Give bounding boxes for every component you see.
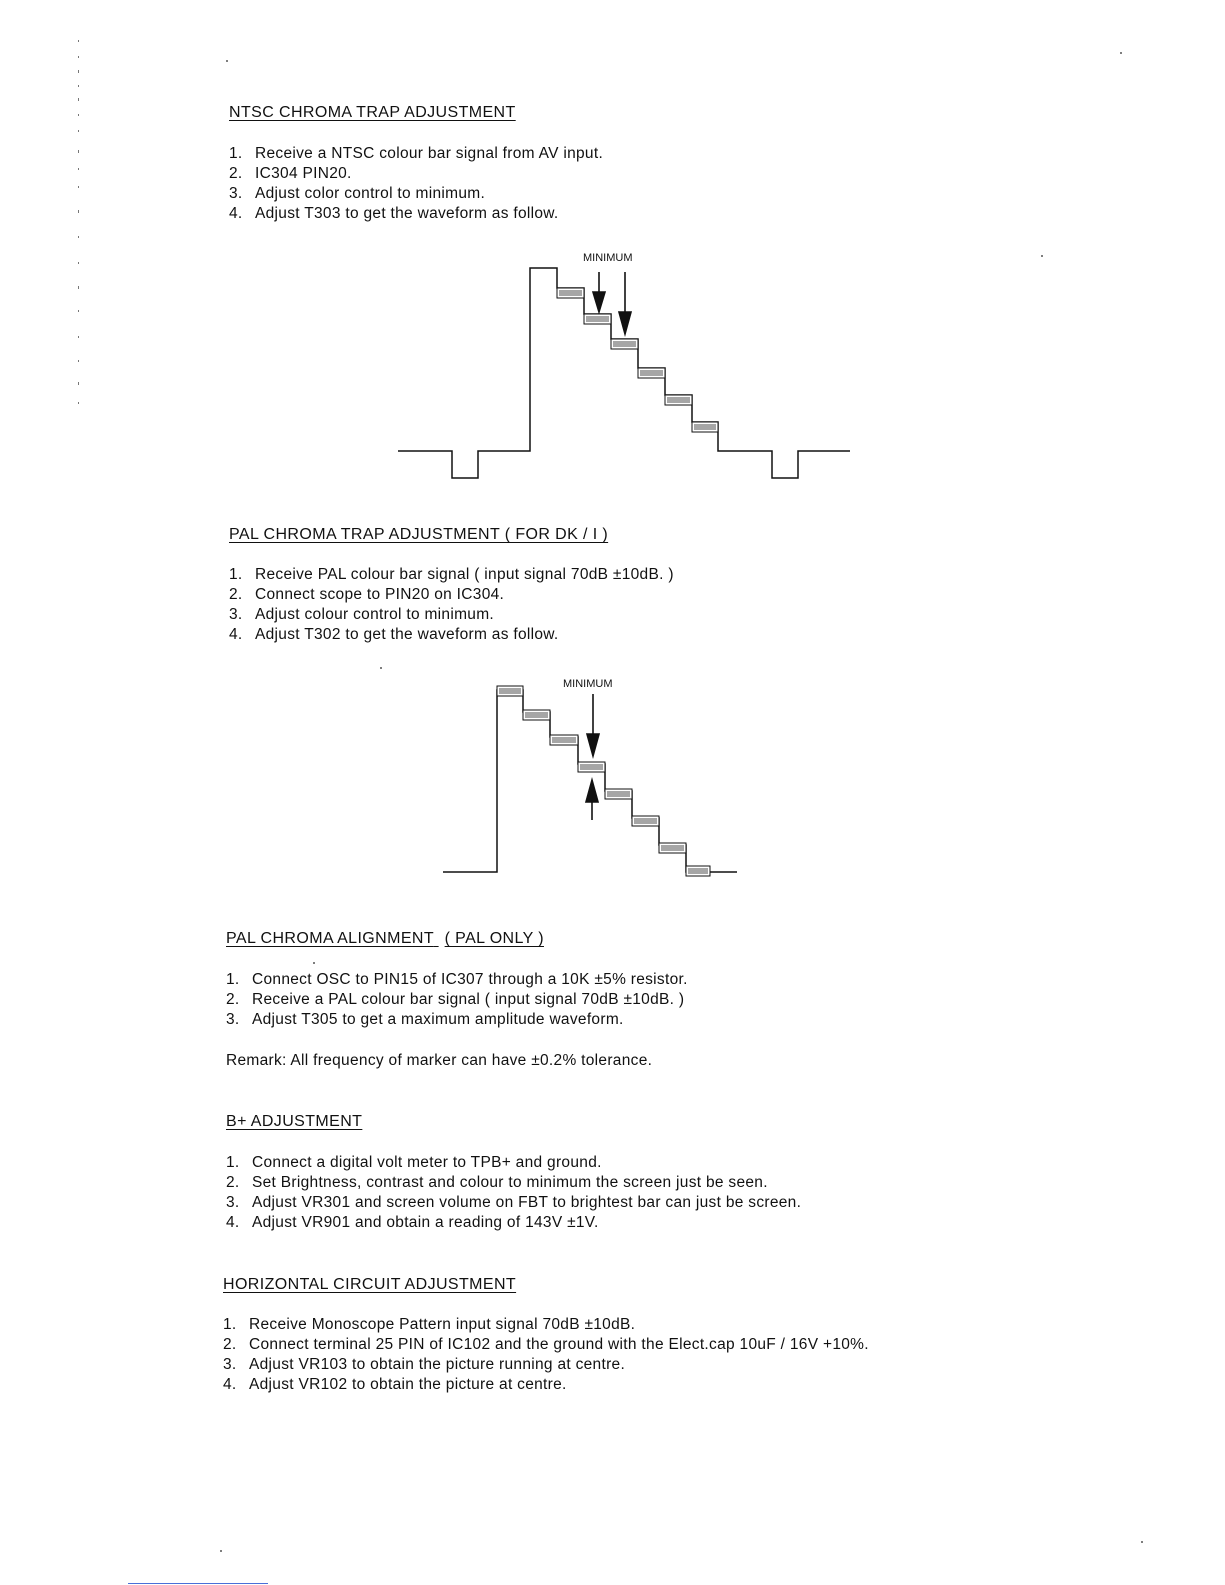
ntsc-waveform-trace [398,268,850,478]
list-item: 1. Connect a digital volt meter to TPB+ and ground. [226,1154,602,1171]
pal-waveform-trace [443,690,737,872]
list-item: 4. Adjust VR102 to obtain the picture at centre. [223,1376,567,1393]
minimum-arrow-icon [593,272,631,334]
list-item: 2. Receive a PAL colour bar signal ( input signal 70dB ±10dB. ) [226,991,685,1008]
scan-speck [1141,1541,1143,1543]
pal-minimum-label: MINIMUM [563,678,613,690]
list-item: 1. Connect OSC to PIN15 of IC307 through a 10K ±5% resistor. [226,971,688,988]
horizontal-steps [223,1315,869,1395]
scan-speck [1120,52,1122,54]
pal-waveform-diagram [440,670,740,885]
pal-trap-title: PAL CHROMA TRAP ADJUSTMENT ( FOR DK / I ) [229,526,609,543]
list-item: 1. Receive Monoscope Pattern input signal 70dB ±10dB. [223,1316,636,1333]
bplus-steps [226,1153,801,1233]
pal-align-steps [226,970,688,1030]
list-item: 3. Adjust T305 to get a maximum amplitude waveform. [226,1011,624,1028]
pal-align-title-text: PAL CHROMA ALIGNMENT [226,930,434,947]
list-item: 4. Adjust T303 to get the waveform as follow. [229,205,559,222]
list-item: 1. Receive PAL colour bar signal ( input signal 70dB ±10dB. ) [229,566,674,583]
ntsc-steps [229,144,603,224]
scan-speck [380,667,382,669]
bplus-title: B+ ADJUSTMENT [226,1113,363,1130]
scan-edge-line [128,1583,268,1584]
pal-trap-steps [229,565,674,645]
list-item: 4. Adjust T302 to get the waveform as follow. [229,626,559,643]
list-item: 3. Adjust VR301 and screen volume on FBT to brightest bar can just be screen. [226,1194,802,1211]
ntsc-waveform-diagram [390,240,860,490]
scan-speck [220,1550,222,1552]
scan-speck [226,60,228,62]
list-item: 3. Adjust VR103 to obtain the picture running at centre. [223,1356,626,1373]
list-item: 2. IC304 PIN20. [229,165,352,182]
ntsc-minimum-label: MINIMUM [583,252,633,264]
list-item: 2. Connect terminal 25 PIN of IC102 and the ground with the Elect.cap 10uF / 16V +10%. [223,1336,869,1353]
horizontal-title: HORIZONTAL CIRCUIT ADJUSTMENT [223,1276,517,1293]
scan-speck [313,962,315,964]
list-item: 1. Receive a NTSC colour bar signal from AV input. [229,145,604,162]
list-item: 2. Connect scope to PIN20 on IC304. [229,586,505,603]
list-item: 3. Adjust color control to minimum. [229,185,486,202]
pal-align-remark: Remark: All frequency of marker can have ±0.2% tolerance. [226,1052,653,1069]
list-item: 2. Set Brightness, contrast and colour to minimum the screen just be seen. [226,1174,768,1191]
scan-speck [1041,255,1043,257]
minimum-arrow-icon [586,694,599,820]
pal-align-title [226,930,544,948]
list-item: 4. Adjust VR901 and obtain a reading of 143V ±1V. [226,1214,599,1231]
scan-binding-marks [70,40,90,420]
ntsc-title: NTSC CHROMA TRAP ADJUSTMENT [229,104,516,121]
pal-align-note: ( PAL ONLY ) [444,930,544,947]
list-item: 3. Adjust colour control to minimum. [229,606,495,623]
